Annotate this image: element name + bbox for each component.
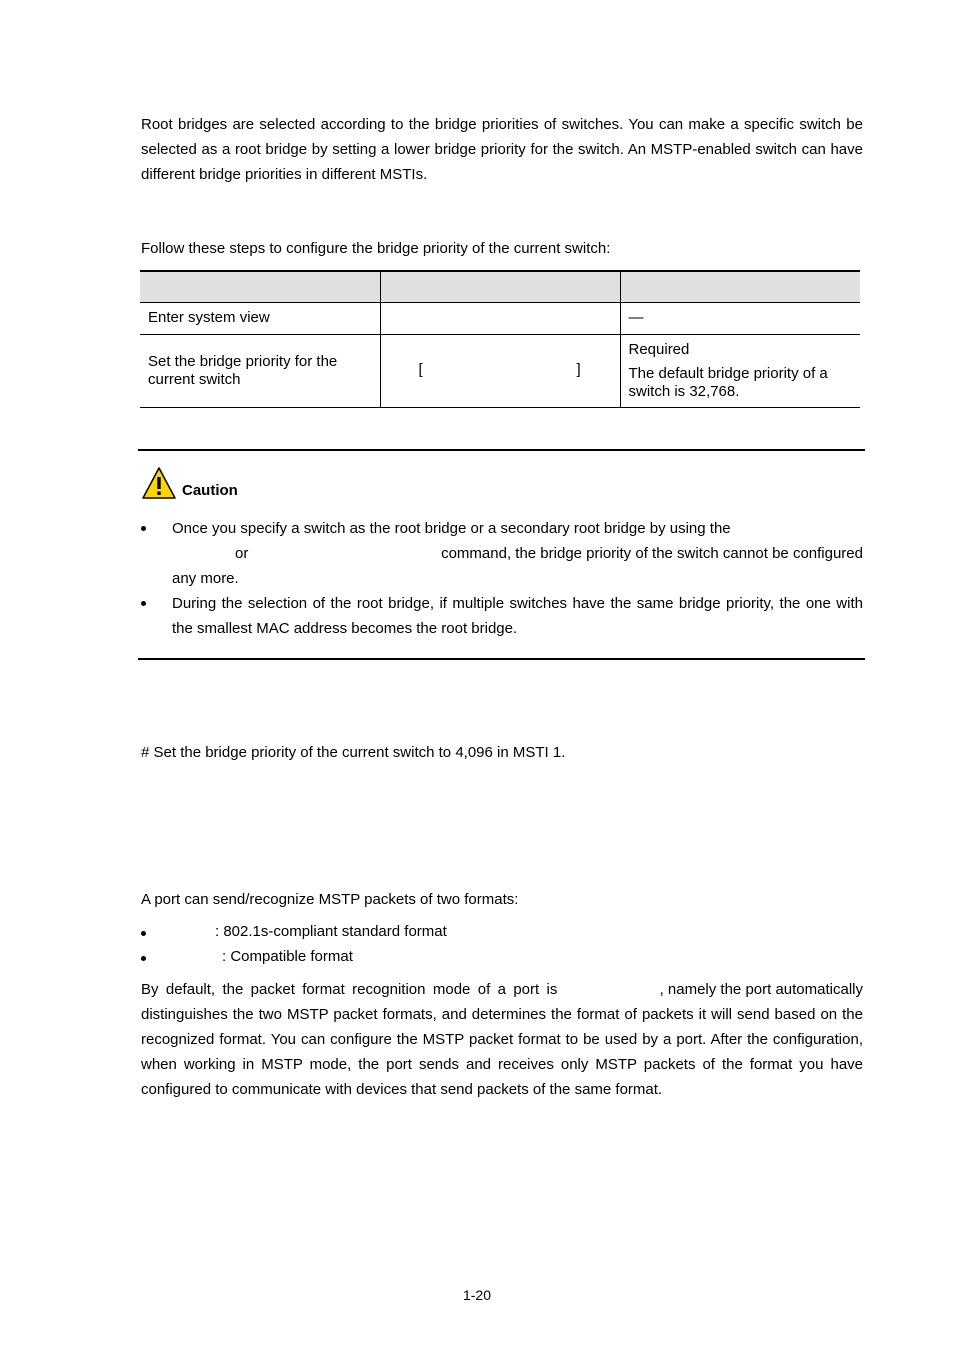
format-1-text: : 802.1s-compliant standard format <box>215 923 447 940</box>
command-cell <box>380 302 620 334</box>
remarks-default: The default bridge priority of a switch is 32,768. <box>628 364 828 400</box>
caution-bullet-1 <box>141 516 863 591</box>
default-paragraph <box>141 977 863 1102</box>
format-item-1 <box>141 921 863 946</box>
steps-table <box>140 270 860 408</box>
caution-bullet-1-text <box>172 516 863 591</box>
caution-bullet-1-line-2 <box>172 541 863 566</box>
table-header-row <box>140 271 860 302</box>
caution-or-word: or <box>235 545 249 562</box>
warning-icon <box>141 466 177 500</box>
caution-top-rule <box>138 449 865 451</box>
caution-command-text: command, the bridge priority of the switch cannot be configured <box>441 545 863 562</box>
remarks-cell: — <box>620 302 860 334</box>
bullet-icon <box>141 526 146 531</box>
caution-bullet-2 <box>141 591 863 641</box>
bullet-icon <box>141 956 146 961</box>
header-cell-remarks <box>620 271 860 302</box>
example-text: # Set the bridge priority of the current switch to 4,096 in MSTI 1. <box>141 744 566 761</box>
caution-bottom-rule <box>138 658 865 660</box>
page-number: 1-20 <box>462 1287 492 1303</box>
command-bracket-close: ] <box>576 360 581 378</box>
table-row <box>140 302 860 334</box>
remarks-required: Required <box>628 340 690 358</box>
remarks-cell <box>620 334 860 407</box>
header-cell-operation <box>140 271 380 302</box>
formats-intro: A port can send/recognize MSTP packets of two formats: <box>141 891 519 908</box>
caution-bullet-1-line-1: Once you specify a switch as the root bridge or a secondary root bridge by using the <box>172 520 731 537</box>
default-paragraph-rest: distinguishes the two MSTP packet formats, and determines the format of packets it will send based on the recognized format. You can configure the MSTP packet format to be used by a port. After the configuration, when working in MSTP mode, the port sends and receives only MSTP packets of the format you have configured to communicate with devices that send packets of the same format. <box>141 1006 863 1098</box>
intro-paragraph: Root bridges are selected according to the bridge priorities of switches. You can make a specific switch be selected as a root bridge by setting a lower bridge priority for the switch. An MSTP-enabled switch can have different bridge priorities in different MSTIs. <box>141 116 863 183</box>
caution-bullet-1-line-3: any more. <box>172 570 239 587</box>
bullet-icon <box>141 601 146 606</box>
default-text-a: By default, the packet format recognition mode of a port is <box>141 981 558 998</box>
caution-title: Caution <box>182 482 238 499</box>
step-cell: Enter system view <box>140 302 380 334</box>
command-cell <box>380 334 620 407</box>
default-paragraph-line-1 <box>141 977 863 1002</box>
caution-bullet-2-text: During the selection of the root bridge, if multiple switches have the same bridge priority, the one with the smallest MAC address becomes the root bridge. <box>172 595 863 637</box>
step-cell: Set the bridge priority for the current switch <box>140 334 380 407</box>
table-row <box>140 334 860 407</box>
command-bracket-open: [ <box>418 360 423 378</box>
format-2-text: : Compatible format <box>222 948 353 965</box>
header-cell-command <box>380 271 620 302</box>
steps-intro: Follow these steps to configure the bridge priority of the current switch: <box>141 240 611 257</box>
bullet-icon <box>141 931 146 936</box>
format-item-2 <box>141 946 863 971</box>
default-text-b: , namely the port automatically <box>659 981 863 998</box>
